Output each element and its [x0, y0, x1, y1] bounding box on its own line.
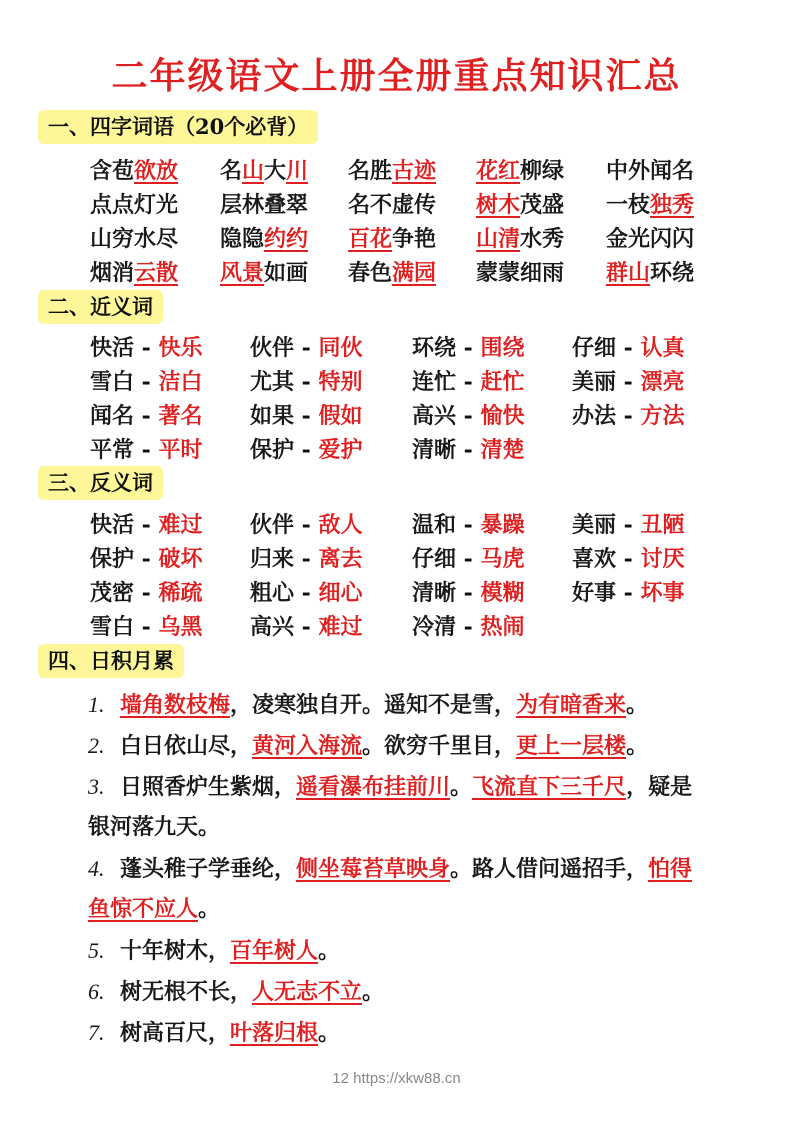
answer-word: 围绕 [480, 335, 525, 361]
pair-row [90, 331, 770, 365]
poem-text [88, 814, 220, 840]
four-char-word [220, 256, 308, 290]
synonym-pair [250, 331, 362, 365]
dash-separator: - [294, 614, 319, 640]
answer-word: 热闹 [480, 614, 525, 640]
answer-word: 同伙 [318, 335, 363, 361]
poem-fragment: 白日依山尽， [120, 733, 253, 759]
highlighted-text: 独秀 [650, 192, 695, 218]
poem-line [88, 807, 753, 848]
poem-line [88, 684, 753, 725]
word-text: 茂密 [90, 580, 135, 606]
highlighted-text: 怕得 [648, 856, 693, 882]
word-text: 保护 [250, 437, 295, 463]
dash-separator: - [134, 614, 159, 640]
page-footer: 12 https://xkw88.cn [332, 1070, 461, 1087]
highlighted-text: 叶落归根 [230, 1020, 319, 1046]
pair-row [90, 610, 770, 644]
antonym-pair [90, 542, 202, 576]
antonym-pair [572, 508, 684, 542]
word-text: 连忙 [412, 369, 457, 395]
four-char-word [90, 154, 178, 188]
word-text: 平常 [90, 437, 135, 463]
highlighted-text: 侧坐莓苔草映身 [296, 856, 451, 882]
highlighted-text: 为有暗香来 [516, 692, 627, 718]
synonym-pair [572, 399, 684, 433]
highlighted-text: 约约 [264, 226, 309, 252]
word-text: 如画 [264, 260, 309, 286]
item-number: 7. [88, 1020, 105, 1045]
synonym-pair [412, 331, 524, 365]
dash-separator: - [134, 403, 159, 429]
antonym-pair [412, 542, 524, 576]
poem-fragment: 。 [198, 896, 221, 922]
poem-fragment: 日照香炉生紫烟， [120, 774, 297, 800]
synonym-pair [250, 399, 362, 433]
four-char-word [606, 188, 694, 222]
word-text: 如果 [250, 403, 295, 429]
word-text: 仔细 [412, 546, 457, 572]
word-text: 茂盛 [520, 192, 565, 218]
word-text: 仔细 [572, 335, 617, 361]
pair-row [90, 576, 770, 610]
dash-separator: - [134, 437, 159, 463]
item-number: 3. [88, 774, 105, 799]
four-char-word [476, 154, 564, 188]
answer-word: 难过 [318, 614, 363, 640]
poem-text [120, 692, 648, 718]
poem-line [88, 725, 753, 766]
highlighted-text: 云散 [134, 260, 179, 286]
answer-word: 清楚 [480, 437, 525, 463]
synonym-pair [90, 399, 202, 433]
answer-word: 丑陋 [640, 512, 685, 538]
word-text: 含苞 [90, 158, 135, 184]
antonyms-grid [90, 508, 770, 644]
dash-separator: - [294, 546, 319, 572]
four-char-word [348, 188, 436, 222]
word-text: 冷清 [412, 614, 457, 640]
answer-word: 细心 [318, 580, 363, 606]
antonym-pair [412, 508, 524, 542]
antonym-pair [90, 508, 202, 542]
poem-text [88, 896, 220, 922]
word-row [90, 188, 770, 222]
poem-fragment: 树无根不长， [120, 979, 253, 1005]
word-text: 尤其 [250, 369, 295, 395]
synonym-pair [250, 433, 362, 467]
dash-separator: - [616, 512, 641, 538]
word-text: 清晰 [412, 580, 457, 606]
dash-separator: - [294, 580, 319, 606]
pair-row [90, 542, 770, 576]
dash-separator: - [134, 512, 159, 538]
word-text: 伙伴 [250, 512, 295, 538]
poem-fragment: ，疑是 [626, 774, 693, 800]
answer-word: 愉快 [480, 403, 525, 429]
word-text: 喜欢 [572, 546, 617, 572]
four-char-words-grid [90, 154, 770, 290]
four-char-word [348, 222, 436, 256]
poem-fragment: 蓬头稚子学垂纶， [120, 856, 297, 882]
word-row [90, 154, 770, 188]
antonym-pair [250, 542, 362, 576]
pair-row [90, 365, 770, 399]
pair-row [90, 433, 770, 467]
answer-word: 著名 [158, 403, 203, 429]
answer-word: 假如 [318, 403, 363, 429]
word-text: 春色 [348, 260, 393, 286]
word-text: 粗心 [250, 580, 295, 606]
section-heading-synonyms: 二、近义词 [38, 290, 163, 324]
answer-word: 爱护 [318, 437, 363, 463]
item-number: 6. [88, 979, 105, 1004]
word-text: 伙伴 [250, 335, 295, 361]
word-text: 名 [220, 158, 243, 184]
answer-word: 暴躁 [480, 512, 525, 538]
four-char-word [90, 188, 178, 222]
highlighted-text: 欲放 [134, 158, 179, 184]
poem-fragment: 十年树木， [120, 938, 231, 964]
synonym-pair [412, 365, 524, 399]
poem-fragment: 。 [450, 774, 473, 800]
section-heading-antonyms: 三、反义词 [38, 466, 163, 500]
highlighted-text: 群山 [606, 260, 651, 286]
poem-fragment: 。 [626, 692, 649, 718]
word-text: 办法 [572, 403, 617, 429]
poem-text [120, 856, 692, 882]
answer-word: 方法 [640, 403, 685, 429]
dash-separator: - [134, 546, 159, 572]
word-text: 烟消 [90, 260, 135, 286]
synonym-pair [412, 433, 524, 467]
synonym-pair [90, 365, 202, 399]
four-char-word [606, 256, 694, 290]
highlighted-text: 山 [242, 158, 265, 184]
answer-word: 漂亮 [640, 369, 685, 395]
poem-line [88, 766, 753, 807]
word-text: 蒙蒙细雨 [476, 260, 565, 286]
poem-fragment: 。 [362, 979, 385, 1005]
dash-separator: - [294, 335, 319, 361]
answer-word: 坏事 [640, 580, 685, 606]
word-text: 层林叠翠 [220, 192, 309, 218]
antonym-pair [90, 610, 202, 644]
highlighted-text: 黄河入海流 [252, 733, 363, 759]
word-text: 归来 [250, 546, 295, 572]
poem-text [120, 938, 340, 964]
four-char-word [90, 222, 178, 256]
highlighted-text: 风景 [220, 260, 265, 286]
dash-separator: - [456, 512, 481, 538]
four-char-word [606, 222, 694, 256]
dash-separator: - [456, 546, 481, 572]
word-text: 雪白 [90, 614, 135, 640]
poem-fragment: 。欲穷千里目， [362, 733, 517, 759]
word-text: 高兴 [412, 403, 457, 429]
word-row [90, 256, 770, 290]
answer-word: 稀疏 [158, 580, 203, 606]
pair-row [90, 508, 770, 542]
dash-separator: - [456, 369, 481, 395]
answer-word: 模糊 [480, 580, 525, 606]
highlighted-text: 遥看瀑布挂前川 [296, 774, 451, 800]
four-char-word [476, 256, 564, 290]
dash-separator: - [134, 335, 159, 361]
answer-word: 乌黑 [158, 614, 203, 640]
synonym-pair [90, 433, 202, 467]
word-text: 金光闪闪 [606, 226, 695, 252]
dash-separator: - [616, 403, 641, 429]
highlighted-text: 古迹 [392, 158, 437, 184]
word-text: 美丽 [572, 512, 617, 538]
highlighted-text: 树木 [476, 192, 521, 218]
word-text: 高兴 [250, 614, 295, 640]
answer-word: 敌人 [318, 512, 363, 538]
dash-separator: - [456, 335, 481, 361]
answer-word: 讨厌 [640, 546, 685, 572]
dash-separator: - [456, 437, 481, 463]
answer-word: 离去 [318, 546, 363, 572]
poem-line [88, 1012, 753, 1053]
highlighted-text: 更上一层楼 [516, 733, 627, 759]
poem-list [88, 684, 753, 1053]
four-char-word [90, 256, 178, 290]
answer-word: 难过 [158, 512, 203, 538]
poem-text [120, 979, 384, 1005]
antonym-pair [572, 576, 684, 610]
word-text: 闻名 [90, 403, 135, 429]
poem-line [88, 889, 753, 930]
poem-line [88, 971, 753, 1012]
poem-fragment: 。路人借问遥招手， [450, 856, 649, 882]
poem-fragment: ，凌寒独自开。遥知不是雪， [230, 692, 517, 718]
word-text: 快活 [90, 512, 135, 538]
word-text: 清晰 [412, 437, 457, 463]
item-number: 4. [88, 856, 105, 881]
word-text: 名不虚传 [348, 192, 437, 218]
page-title: 二年级语文上册全册重点知识汇总 [111, 55, 682, 97]
section-heading-daily-accumulation: 四、日积月累 [38, 644, 184, 678]
pair-row [90, 399, 770, 433]
answer-word: 快乐 [158, 335, 203, 361]
dash-separator: - [134, 580, 159, 606]
four-char-word [606, 154, 694, 188]
highlighted-text: 川 [286, 158, 309, 184]
dash-separator: - [456, 580, 481, 606]
four-char-word [348, 154, 436, 188]
highlighted-text: 百年树人 [230, 938, 319, 964]
four-char-word [220, 188, 308, 222]
dash-separator: - [294, 369, 319, 395]
section-heading-four-char-words: 一、四字词语（20个必背） [38, 110, 318, 144]
poem-text [120, 774, 692, 800]
word-text: 快活 [90, 335, 135, 361]
four-char-word [476, 222, 564, 256]
word-text: 大 [264, 158, 287, 184]
dash-separator: - [134, 369, 159, 395]
four-char-word [220, 222, 308, 256]
dash-separator: - [294, 437, 319, 463]
word-text: 柳绿 [520, 158, 565, 184]
poem-fragment: 银河落九天。 [88, 814, 221, 840]
highlighted-text: 飞流直下三千尺 [472, 774, 627, 800]
highlighted-text: 山清 [476, 226, 521, 252]
antonym-pair [250, 508, 362, 542]
dash-separator: - [456, 614, 481, 640]
poem-fragment: 。 [318, 938, 341, 964]
antonym-pair [412, 576, 524, 610]
word-text: 水秀 [520, 226, 565, 252]
highlighted-text: 百花 [348, 226, 393, 252]
dash-separator: - [616, 546, 641, 572]
highlighted-text: 花红 [476, 158, 521, 184]
dash-separator: - [456, 403, 481, 429]
antonym-pair [572, 542, 684, 576]
item-number: 5. [88, 938, 105, 963]
word-text: 隐隐 [220, 226, 265, 252]
answer-word: 洁白 [158, 369, 203, 395]
four-char-word [348, 256, 436, 290]
four-char-word [476, 188, 564, 222]
word-text: 争艳 [392, 226, 437, 252]
word-text: 保护 [90, 546, 135, 572]
item-number: 2. [88, 733, 105, 758]
poem-line [88, 848, 753, 889]
dash-separator: - [294, 512, 319, 538]
poem-line [88, 930, 753, 971]
answer-word: 平时 [158, 437, 203, 463]
answer-word: 赶忙 [480, 369, 525, 395]
poem-fragment: 树高百尺， [120, 1020, 231, 1046]
word-text: 环绕 [650, 260, 695, 286]
dash-separator: - [294, 403, 319, 429]
poem-fragment: 。 [626, 733, 649, 759]
word-text: 雪白 [90, 369, 135, 395]
synonyms-grid [90, 331, 770, 467]
four-char-word [220, 154, 308, 188]
highlighted-text: 墙角数枝梅 [120, 692, 231, 718]
synonym-pair [572, 331, 684, 365]
dash-separator: - [616, 335, 641, 361]
poem-fragment: 。 [318, 1020, 341, 1046]
word-text: 名胜 [348, 158, 393, 184]
antonym-pair [250, 610, 362, 644]
word-text: 山穷水尽 [90, 226, 179, 252]
word-text: 好事 [572, 580, 617, 606]
answer-word: 马虎 [480, 546, 525, 572]
poem-text [120, 1020, 340, 1046]
synonym-pair [90, 331, 202, 365]
poem-text [120, 733, 648, 759]
synonym-pair [412, 399, 524, 433]
answer-word: 破坏 [158, 546, 203, 572]
word-text: 一枝 [606, 192, 651, 218]
word-text: 美丽 [572, 369, 617, 395]
answer-word: 认真 [640, 335, 685, 361]
word-text: 环绕 [412, 335, 457, 361]
item-number: 1. [88, 692, 105, 717]
synonym-pair [572, 365, 684, 399]
word-row [90, 222, 770, 256]
word-text: 中外闻名 [606, 158, 695, 184]
dash-separator: - [616, 580, 641, 606]
highlighted-text: 人无志不立 [252, 979, 363, 1005]
word-text: 点点灯光 [90, 192, 179, 218]
antonym-pair [250, 576, 362, 610]
word-text: 温和 [412, 512, 457, 538]
antonym-pair [412, 610, 524, 644]
synonym-pair [250, 365, 362, 399]
antonym-pair [90, 576, 202, 610]
highlighted-text: 鱼惊不应人 [88, 896, 199, 922]
highlighted-text: 满园 [392, 260, 437, 286]
answer-word: 特别 [318, 369, 363, 395]
dash-separator: - [616, 369, 641, 395]
